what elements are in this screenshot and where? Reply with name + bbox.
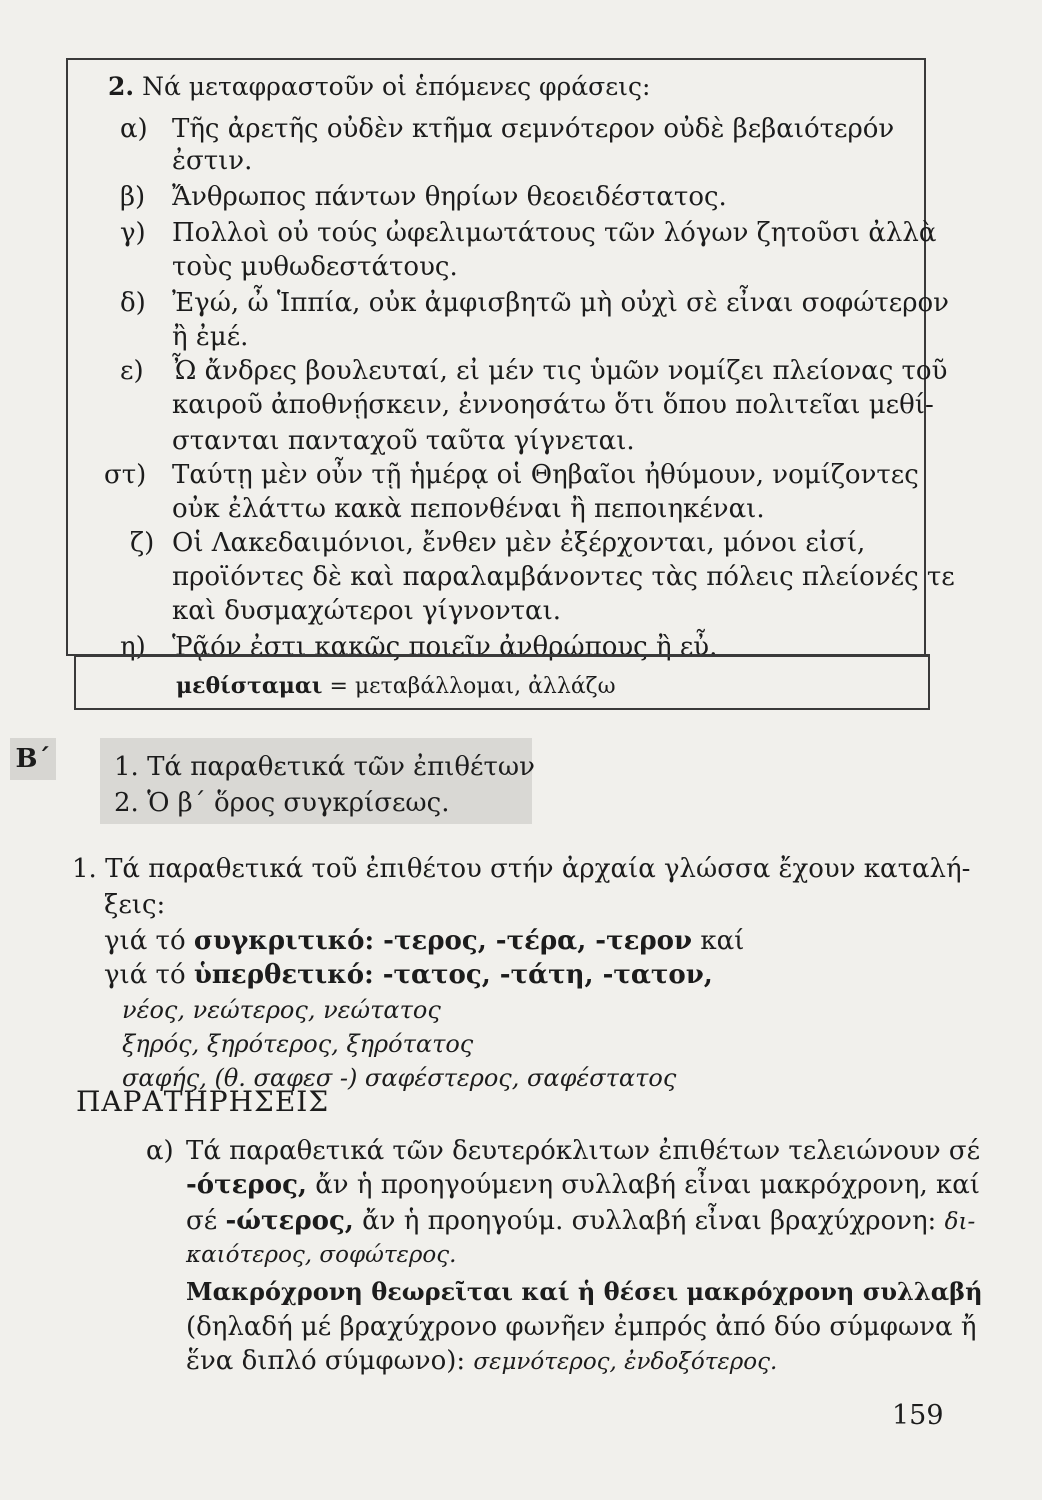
exercise-item-line: Ἐγώ, ὦ Ἱππία, οὐκ ἀμφισβητῶ μὴ οὐχὶ σὲ εἶναι σοφώτερον xyxy=(172,288,949,318)
exercise-item-label: α) xyxy=(120,114,148,144)
exercise-item-line: στανται πανταχοῦ ταῦτα γίγνεται. xyxy=(172,426,635,456)
exercise-item-line: Ὦ ἄνδρες βουλευταί, εἰ μέν τις ὑμῶν νομίζει πλείονας τοῦ xyxy=(172,356,948,386)
ending-moteros: -ώτερος, xyxy=(225,1206,354,1236)
comparative-prefix: γιά τό xyxy=(104,926,186,956)
superlative-line xyxy=(104,962,713,988)
exercise-item-line: Ταύτῃ μὲν οὖν τῇ ἡμέρᾳ οἱ Θηβαῖοι ἠθύμουν, νομίζοντες xyxy=(172,460,919,490)
exercise-item-label: ε) xyxy=(120,356,144,386)
remark-example: σεμνότερος, ἐνδοξότερος. xyxy=(473,1349,778,1375)
remark-text: σέ xyxy=(186,1206,218,1236)
remark-text: ἄν ἡ προηγούμενη συλλαβή εἶναι μακρόχρονη, καί xyxy=(315,1170,980,1200)
example-line: νέος, νεώτερος, νεώτατος xyxy=(122,996,441,1024)
remark-line xyxy=(186,1208,975,1234)
exercise-item-label: δ) xyxy=(120,288,146,318)
rule-line: 1. Τά παραθετικά τοῦ ἐπιθέτου στήν ἀρχαία γλώσσα ἔχουν καταλή- xyxy=(72,854,971,884)
remark-text: ἄν ἡ προηγούμ. συλλαβή εἶναι βραχύχρονη: xyxy=(362,1206,937,1236)
superlative-endings: ὑπερθετικό: -τατος, -τάτη, -τατον, xyxy=(193,960,713,990)
exercise-box xyxy=(66,58,955,662)
remarks-heading: ΠΑΡΑΤΗΡΗΣΕΙΣ xyxy=(76,1085,330,1118)
section-topic: 1. Τά παραθετικά τῶν ἐπιθέτων xyxy=(114,752,535,782)
exercise-item-line: Ἄνθρωπος πάντων θηρίων θεοειδέστατος. xyxy=(172,182,727,212)
exercise-item-line: Ῥᾷόν ἐστι κακῶς ποιεῖν ἀνθρώπους ἢ εὖ. xyxy=(172,632,718,662)
exercise-item-line: καιροῦ ἀποθνῄσκειν, ἐννοησάτω ὅτι ὅπου πολιτεῖαι μεθί- xyxy=(172,390,934,420)
exercise-item-line: τοὺς μυθωδεστάτους. xyxy=(172,252,458,282)
remark-example-line: καιότερος, σοφώτερος. xyxy=(186,1242,457,1268)
comparative-line xyxy=(104,928,744,954)
rule-line: ξεις: xyxy=(104,890,166,920)
exercise-item-line: Τῆς ἀρετῆς οὐδὲν κτῆμα σεμνότερον οὐδὲ βεβαιότερόν xyxy=(172,114,895,144)
exercise-item-line: Οἱ Λακεδαιμόνιοι, ἔνθεν μὲν ἐξέρχονται, μόνοι εἰσί, xyxy=(172,528,866,558)
vocab-equals: = xyxy=(329,674,348,699)
exercise-item-line: προϊόντες δὲ καὶ παραλαμβάνοντες τὰς πόλεις πλείονές τε xyxy=(172,562,955,592)
exercise-item-line: Πολλοὶ οὐ τούς ὠφελιμωτάτους τῶν λόγων ζητοῦσι ἀλλὰ xyxy=(172,218,937,248)
superlative-prefix: γιά τό xyxy=(104,960,186,990)
remark-line: Τά παραθετικά τῶν δευτερόκλιτων ἐπιθέτων τελειώνουν σέ xyxy=(186,1136,981,1166)
exercise-item-label: γ) xyxy=(120,218,146,248)
remark-line xyxy=(186,1172,980,1198)
comparative-endings: συγκριτικό: -τερος, -τέρα, -τερον xyxy=(193,926,693,956)
exercise-item-label: β) xyxy=(120,182,146,212)
example-line: ξηρός, ξηρότερος, ξηρότατος xyxy=(122,1030,474,1058)
exercise-item-line: καὶ δυσμαχώτεροι γίγνονται. xyxy=(172,596,562,626)
page-number: 159 xyxy=(892,1400,944,1431)
vocabulary-entry xyxy=(176,673,616,699)
exercise-heading: Νά μεταφραστοῦν οἱ ἑπόμενες φράσεις: xyxy=(142,72,651,101)
exercise-item-label: ζ) xyxy=(130,528,155,558)
ending-oteros: -ότερος, xyxy=(186,1170,307,1200)
example-line: σαφής, (θ. σαφεσ -) σαφέστερος, σαφέστατος xyxy=(122,1064,677,1092)
exercise-item-label: στ) xyxy=(104,460,147,490)
section-badge: Β΄ xyxy=(10,738,56,780)
remark-example: δι- xyxy=(944,1209,976,1235)
exercise-item-line: ἐστιν. xyxy=(172,146,253,176)
section-topic: 2. Ὁ β΄ ὅρος συγκρίσεως. xyxy=(114,788,450,818)
vocab-definition: μεταβάλλομαι, ἀλλάζω xyxy=(354,674,616,699)
remark-bold-line: Μακρόχρονη θεωρεῖται καί ἡ θέσει μακρόχρονη συλλαβή xyxy=(186,1277,983,1306)
vocabulary-box xyxy=(74,654,930,710)
exercise-item-label: η) xyxy=(120,632,146,662)
comparative-suffix: καί xyxy=(700,926,745,956)
exercise-title xyxy=(108,72,650,101)
exercise-item-line: ἢ ἐμέ. xyxy=(172,322,249,352)
remark-label: α) xyxy=(146,1136,174,1166)
remark-text: ἕνα διπλό σύμφωνο): xyxy=(186,1346,466,1376)
vocab-term: μεθίσταμαι xyxy=(176,673,323,699)
remark-line xyxy=(186,1348,777,1374)
remark-line: (δηλαδή μέ βραχύχρονο φωνῆεν ἐμπρός ἀπό δύο σύμφωνα ἤ xyxy=(186,1312,977,1342)
exercise-number: 2. xyxy=(108,72,135,101)
exercise-item-line: οὐκ ἐλάττω κακὰ πεπονθέναι ἢ πεποιηκέναι. xyxy=(172,494,765,524)
